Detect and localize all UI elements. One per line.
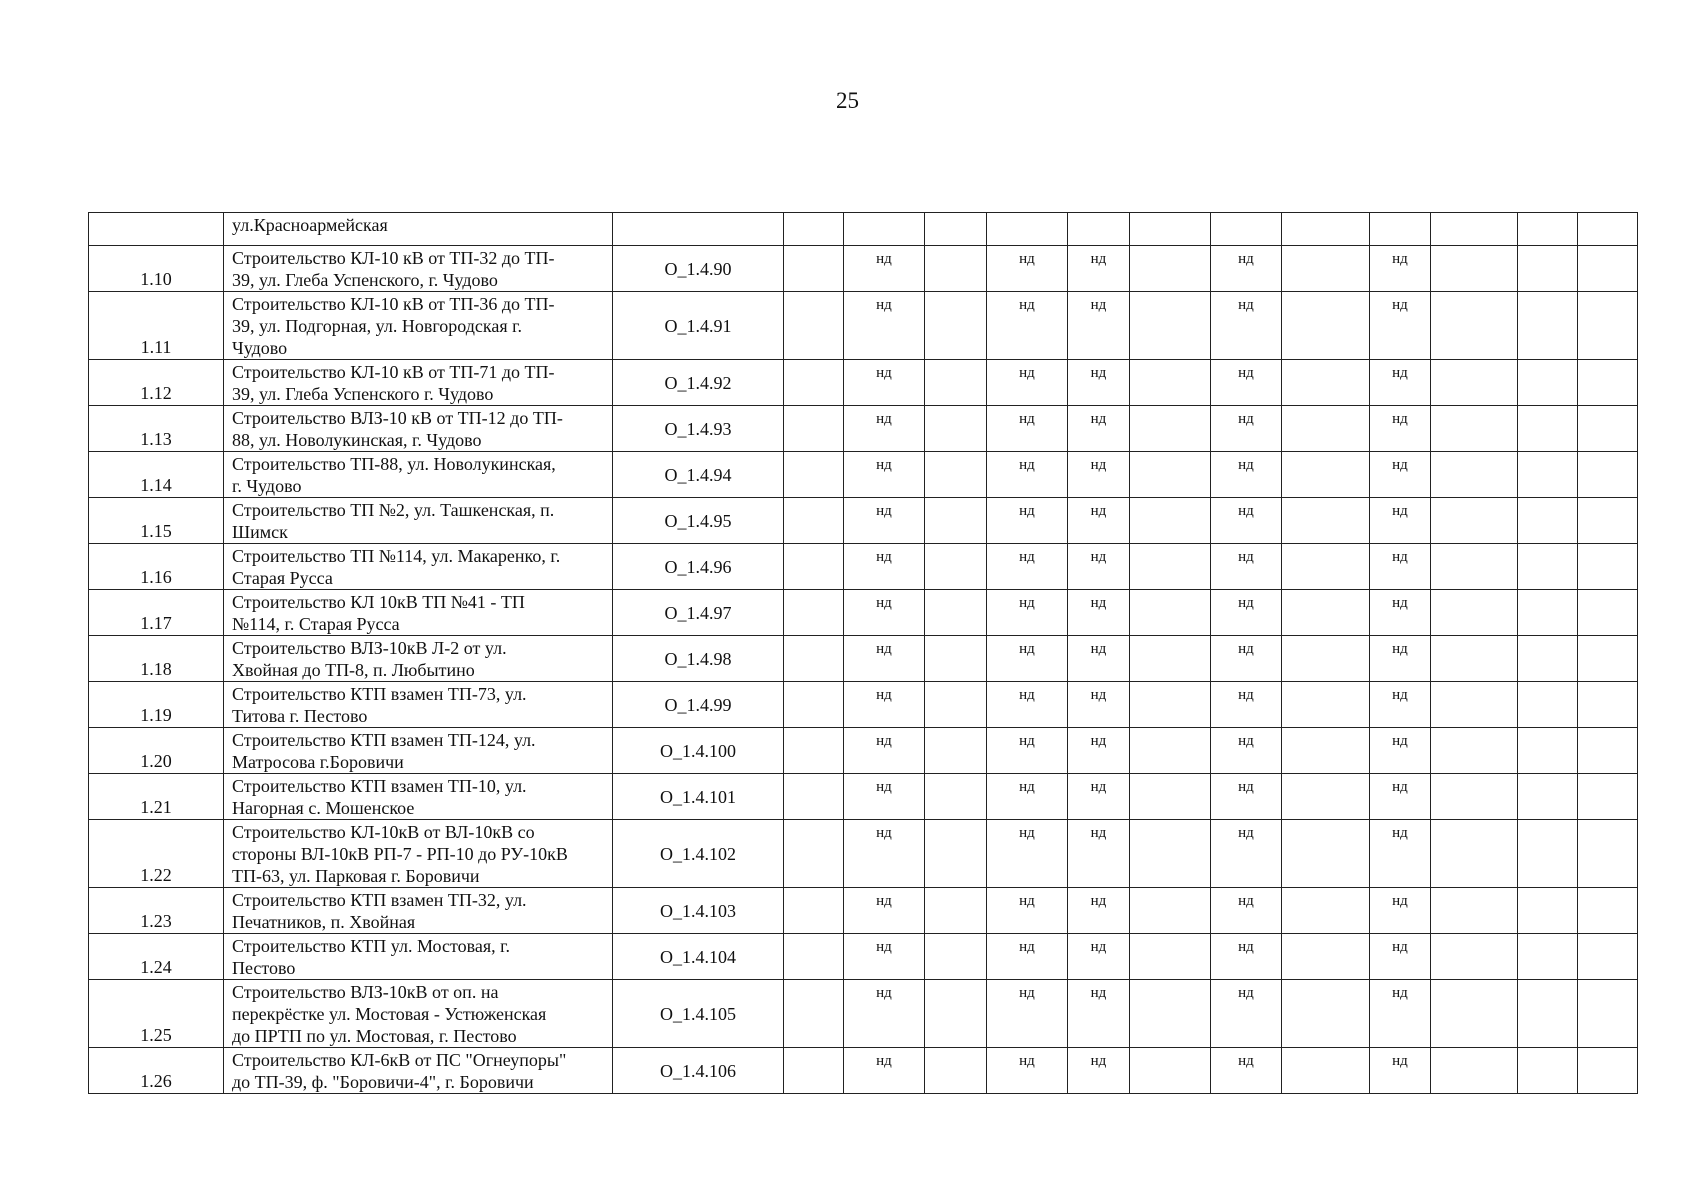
empty-cell [1282,246,1370,292]
nd-cell: нд [1068,888,1130,934]
empty-cell [1282,636,1370,682]
empty-cell [1282,213,1370,246]
empty-cell [1578,636,1638,682]
empty-cell [1518,774,1578,820]
nd-cell: нд [987,934,1068,980]
row-number: 1.14 [89,452,224,498]
table-body [89,213,1638,1094]
nd-cell: нд [987,636,1068,682]
empty-cell [784,406,844,452]
empty-cell [1431,980,1518,1048]
empty-cell [1282,498,1370,544]
nd-cell: нд [844,682,925,728]
nd-cell: нд [1370,636,1431,682]
empty-cell [925,292,987,360]
row-number: 1.13 [89,406,224,452]
nd-cell: нд [987,498,1068,544]
empty-cell [1518,452,1578,498]
row-description: Строительство КЛ-10 кВ от ТП-32 до ТП- 39, ул. Глеба Успенского, г. Чудово [224,246,613,292]
nd-cell: нд [1370,774,1431,820]
empty-cell [925,682,987,728]
empty-cell [925,452,987,498]
nd-cell: нд [1068,292,1130,360]
nd-cell: нд [1370,820,1431,888]
nd-cell: нд [987,246,1068,292]
row-description: Строительство КТП взамен ТП-73, ул. Титова г. Пестово [224,682,613,728]
row-number: 1.12 [89,360,224,406]
nd-cell: нд [844,728,925,774]
empty-cell [784,544,844,590]
empty-cell [784,774,844,820]
row-code: О_1.4.99 [613,682,784,728]
row-number: 1.10 [89,246,224,292]
nd-cell: нд [987,406,1068,452]
nd-cell: нд [844,888,925,934]
nd-cell: нд [1211,682,1282,728]
row-description: Строительство КТП взамен ТП-10, ул. Нагорная с. Мошенское [224,774,613,820]
nd-cell: нд [987,360,1068,406]
empty-cell [1518,636,1578,682]
nd-cell: нд [1068,728,1130,774]
row-number: 1.15 [89,498,224,544]
nd-cell: нд [844,360,925,406]
empty-cell [1431,934,1518,980]
empty-cell [1431,774,1518,820]
nd-cell: нд [1211,360,1282,406]
empty-cell [1282,360,1370,406]
nd-cell: нд [1211,498,1282,544]
row-number: 1.16 [89,544,224,590]
empty-cell [1431,246,1518,292]
empty-cell [925,934,987,980]
empty-cell [1518,728,1578,774]
empty-cell [1578,213,1638,246]
empty-cell [784,728,844,774]
table-row [89,774,1638,820]
empty-cell [1130,246,1211,292]
nd-cell: нд [1068,590,1130,636]
empty-cell [1578,774,1638,820]
empty-cell [1578,360,1638,406]
row-code: О_1.4.97 [613,590,784,636]
nd-cell: нд [1211,452,1282,498]
table-row [89,820,1638,888]
row-description: Строительство КТП взамен ТП-124, ул. Матросова г.Боровичи [224,728,613,774]
row-description: Строительство ТП-88, ул. Новолукинская, г. Чудово [224,452,613,498]
empty-cell [1130,820,1211,888]
nd-cell: нд [987,292,1068,360]
nd-cell: нд [844,774,925,820]
empty-cell [925,498,987,544]
empty-cell [1130,498,1211,544]
nd-cell: нд [1068,980,1130,1048]
empty-cell [1518,1048,1578,1094]
nd-cell: нд [1211,820,1282,888]
empty-cell [1130,544,1211,590]
empty-cell [925,980,987,1048]
empty-cell [1578,888,1638,934]
empty-cell [987,213,1068,246]
empty-cell [1518,888,1578,934]
nd-cell: нд [1370,452,1431,498]
empty-cell [784,590,844,636]
empty-cell [1282,820,1370,888]
row-number: 1.25 [89,980,224,1048]
table-row [89,360,1638,406]
empty-cell [1578,292,1638,360]
nd-cell: нд [1370,728,1431,774]
row-code: О_1.4.105 [613,980,784,1048]
row-code: О_1.4.90 [613,246,784,292]
empty-cell [1130,682,1211,728]
empty-cell [784,213,844,246]
nd-cell: нд [1370,246,1431,292]
empty-cell [784,682,844,728]
empty-cell [1518,544,1578,590]
nd-cell: нд [1370,934,1431,980]
empty-cell [925,406,987,452]
empty-cell [1518,590,1578,636]
empty-cell [925,774,987,820]
row-code [613,213,784,246]
empty-cell [784,360,844,406]
nd-cell: нд [1211,934,1282,980]
row-number: 1.20 [89,728,224,774]
row-number: 1.17 [89,590,224,636]
nd-cell: нд [987,820,1068,888]
empty-cell [784,452,844,498]
row-description: Строительство ВЛЗ-10кВ от оп. на перекрёстке ул. Мостовая - Устюженская до ПРТП по ул. Мостовая, г. Пестово [224,980,613,1048]
empty-cell [1282,406,1370,452]
nd-cell: нд [1370,360,1431,406]
row-description: Строительство ТП №114, ул. Макаренко, г. Старая Русса [224,544,613,590]
nd-cell: нд [987,452,1068,498]
nd-cell: нд [844,980,925,1048]
nd-cell: нд [987,682,1068,728]
empty-cell [1130,452,1211,498]
nd-cell: нд [844,544,925,590]
nd-cell: нд [1211,888,1282,934]
nd-cell: нд [1370,498,1431,544]
row-number: 1.21 [89,774,224,820]
row-number: 1.22 [89,820,224,888]
row-code: О_1.4.92 [613,360,784,406]
nd-cell: нд [987,1048,1068,1094]
nd-cell: нд [1370,590,1431,636]
empty-cell [1578,980,1638,1048]
table-row [89,406,1638,452]
empty-cell [1578,544,1638,590]
empty-cell [1282,544,1370,590]
nd-cell: нд [1068,544,1130,590]
empty-cell [1431,213,1518,246]
row-number [89,213,224,246]
empty-cell [1431,682,1518,728]
empty-cell [784,980,844,1048]
row-code: О_1.4.100 [613,728,784,774]
empty-cell [1370,213,1431,246]
empty-cell [1282,1048,1370,1094]
table-row [89,682,1638,728]
row-description: Строительство ВЛЗ-10 кВ от ТП-12 до ТП- 88, ул. Новолукинская, г. Чудово [224,406,613,452]
row-number: 1.19 [89,682,224,728]
row-code: О_1.4.93 [613,406,784,452]
nd-cell: нд [1370,544,1431,590]
empty-cell [1282,452,1370,498]
empty-cell [1431,728,1518,774]
nd-cell: нд [844,292,925,360]
empty-cell [1282,934,1370,980]
row-number: 1.18 [89,636,224,682]
empty-cell [784,498,844,544]
nd-cell: нд [1068,452,1130,498]
empty-cell [784,888,844,934]
nd-cell: нд [1068,498,1130,544]
empty-cell [1130,934,1211,980]
nd-cell: нд [1211,246,1282,292]
table-row [89,292,1638,360]
row-code: О_1.4.95 [613,498,784,544]
nd-cell: нд [1211,292,1282,360]
empty-cell [1431,406,1518,452]
empty-cell [1578,1048,1638,1094]
nd-cell: нд [844,246,925,292]
empty-cell [925,728,987,774]
empty-cell [925,636,987,682]
empty-cell [784,636,844,682]
row-description: ул.Красноармейская [224,213,613,246]
empty-cell [925,544,987,590]
nd-cell: нд [1211,636,1282,682]
empty-cell [844,213,925,246]
nd-cell: нд [1370,1048,1431,1094]
empty-cell [1282,728,1370,774]
empty-cell [1130,590,1211,636]
nd-cell: нд [1370,980,1431,1048]
empty-cell [1578,934,1638,980]
nd-cell: нд [844,452,925,498]
empty-cell [784,292,844,360]
row-number: 1.24 [89,934,224,980]
empty-cell [784,246,844,292]
row-description: Строительство ВЛЗ-10кВ Л-2 от ул. Хвойная до ТП-8, п. Любытино [224,636,613,682]
empty-cell [1518,682,1578,728]
row-description: Строительство КЛ-10 кВ от ТП-71 до ТП- 39, ул. Глеба Успенского г. Чудово [224,360,613,406]
empty-cell [1431,452,1518,498]
empty-cell [1578,590,1638,636]
row-code: О_1.4.103 [613,888,784,934]
table-row [89,213,1638,246]
empty-cell [1431,820,1518,888]
table-row [89,452,1638,498]
table-row [89,980,1638,1048]
empty-cell [1518,820,1578,888]
nd-cell: нд [1370,888,1431,934]
empty-cell [1130,728,1211,774]
empty-cell [925,1048,987,1094]
empty-cell [1518,213,1578,246]
nd-cell: нд [1370,682,1431,728]
empty-cell [1130,213,1211,246]
nd-cell: нд [1068,360,1130,406]
empty-cell [1130,774,1211,820]
row-number: 1.23 [89,888,224,934]
row-code: О_1.4.102 [613,820,784,888]
row-code: О_1.4.96 [613,544,784,590]
row-code: О_1.4.104 [613,934,784,980]
empty-cell [1518,934,1578,980]
nd-cell: нд [1068,682,1130,728]
nd-cell: нд [987,774,1068,820]
empty-cell [1518,246,1578,292]
nd-cell: нд [1211,774,1282,820]
empty-cell [1130,1048,1211,1094]
empty-cell [925,213,987,246]
row-code: О_1.4.106 [613,1048,784,1094]
empty-cell [925,590,987,636]
nd-cell: нд [1068,820,1130,888]
nd-cell: нд [844,406,925,452]
empty-cell [1431,292,1518,360]
empty-cell [925,888,987,934]
row-number: 1.26 [89,1048,224,1094]
nd-cell: нд [844,1048,925,1094]
table-row [89,498,1638,544]
empty-cell [1578,406,1638,452]
empty-cell [1130,888,1211,934]
nd-cell: нд [987,590,1068,636]
table-row [89,1048,1638,1094]
empty-cell [925,820,987,888]
nd-cell: нд [1211,980,1282,1048]
empty-cell [1282,292,1370,360]
nd-cell: нд [1068,406,1130,452]
empty-cell [1130,636,1211,682]
nd-cell: нд [1211,1048,1282,1094]
table-row [89,728,1638,774]
empty-cell [1282,590,1370,636]
empty-cell [1282,888,1370,934]
empty-cell [1518,980,1578,1048]
nd-cell: нд [1211,590,1282,636]
empty-cell [1431,636,1518,682]
empty-cell [1130,980,1211,1048]
row-description: Строительство КТП ул. Мостовая, г. Пестово [224,934,613,980]
table-row [89,888,1638,934]
empty-cell [784,1048,844,1094]
nd-cell: нд [987,728,1068,774]
nd-cell: нд [844,498,925,544]
table-row [89,544,1638,590]
row-code: О_1.4.94 [613,452,784,498]
empty-cell [1431,590,1518,636]
row-number: 1.11 [89,292,224,360]
nd-cell: нд [1211,544,1282,590]
empty-cell [1518,406,1578,452]
nd-cell: нд [1068,636,1130,682]
table-row [89,934,1638,980]
empty-cell [1282,682,1370,728]
empty-cell [1578,728,1638,774]
nd-cell: нд [1370,292,1431,360]
empty-cell [1578,820,1638,888]
empty-cell [1578,682,1638,728]
empty-cell [1431,1048,1518,1094]
table-row [89,590,1638,636]
row-description: Строительство КЛ 10кВ ТП №41 - ТП №114, г. Старая Русса [224,590,613,636]
nd-cell: нд [987,544,1068,590]
empty-cell [1130,406,1211,452]
nd-cell: нд [844,934,925,980]
nd-cell: нд [1211,728,1282,774]
nd-cell: нд [987,980,1068,1048]
nd-cell: нд [987,888,1068,934]
empty-cell [1282,980,1370,1048]
row-description: Строительство КЛ-6кВ от ПС "Огнеупоры" до ТП-39, ф. "Боровичи-4", г. Боровичи [224,1048,613,1094]
data-table [88,212,1638,1094]
row-code: О_1.4.101 [613,774,784,820]
nd-cell: нд [844,636,925,682]
row-description: Строительство КЛ-10 кВ от ТП-36 до ТП- 39, ул. Подгорная, ул. Новгородская г. Чудово [224,292,613,360]
empty-cell [1578,452,1638,498]
nd-cell: нд [1370,406,1431,452]
empty-cell [784,820,844,888]
nd-cell: нд [1068,774,1130,820]
empty-cell [1518,360,1578,406]
table-row [89,246,1638,292]
nd-cell: нд [1068,246,1130,292]
row-code: О_1.4.91 [613,292,784,360]
empty-cell [1211,213,1282,246]
empty-cell [1068,213,1130,246]
row-description: Строительство КТП взамен ТП-32, ул. Печатников, п. Хвойная [224,888,613,934]
nd-cell: нд [1068,934,1130,980]
row-code: О_1.4.98 [613,636,784,682]
nd-cell: нд [844,820,925,888]
empty-cell [1431,360,1518,406]
empty-cell [1130,292,1211,360]
nd-cell: нд [844,590,925,636]
empty-cell [1518,292,1578,360]
empty-cell [925,360,987,406]
nd-cell: нд [1211,406,1282,452]
table-row [89,636,1638,682]
empty-cell [784,934,844,980]
empty-cell [1431,544,1518,590]
page-number: 25 [836,88,859,113]
row-description: Строительство ТП №2, ул. Ташкенская, п. Шимск [224,498,613,544]
empty-cell [925,246,987,292]
empty-cell [1282,774,1370,820]
empty-cell [1431,498,1518,544]
empty-cell [1518,498,1578,544]
empty-cell [1578,246,1638,292]
empty-cell [1431,888,1518,934]
empty-cell [1578,498,1638,544]
nd-cell: нд [1068,1048,1130,1094]
row-description: Строительство КЛ-10кВ от ВЛ-10кВ со стороны ВЛ-10кВ РП-7 - РП-10 до РУ-10кВ ТП-63, ул. Парковая г. Боровичи [224,820,613,888]
empty-cell [1130,360,1211,406]
